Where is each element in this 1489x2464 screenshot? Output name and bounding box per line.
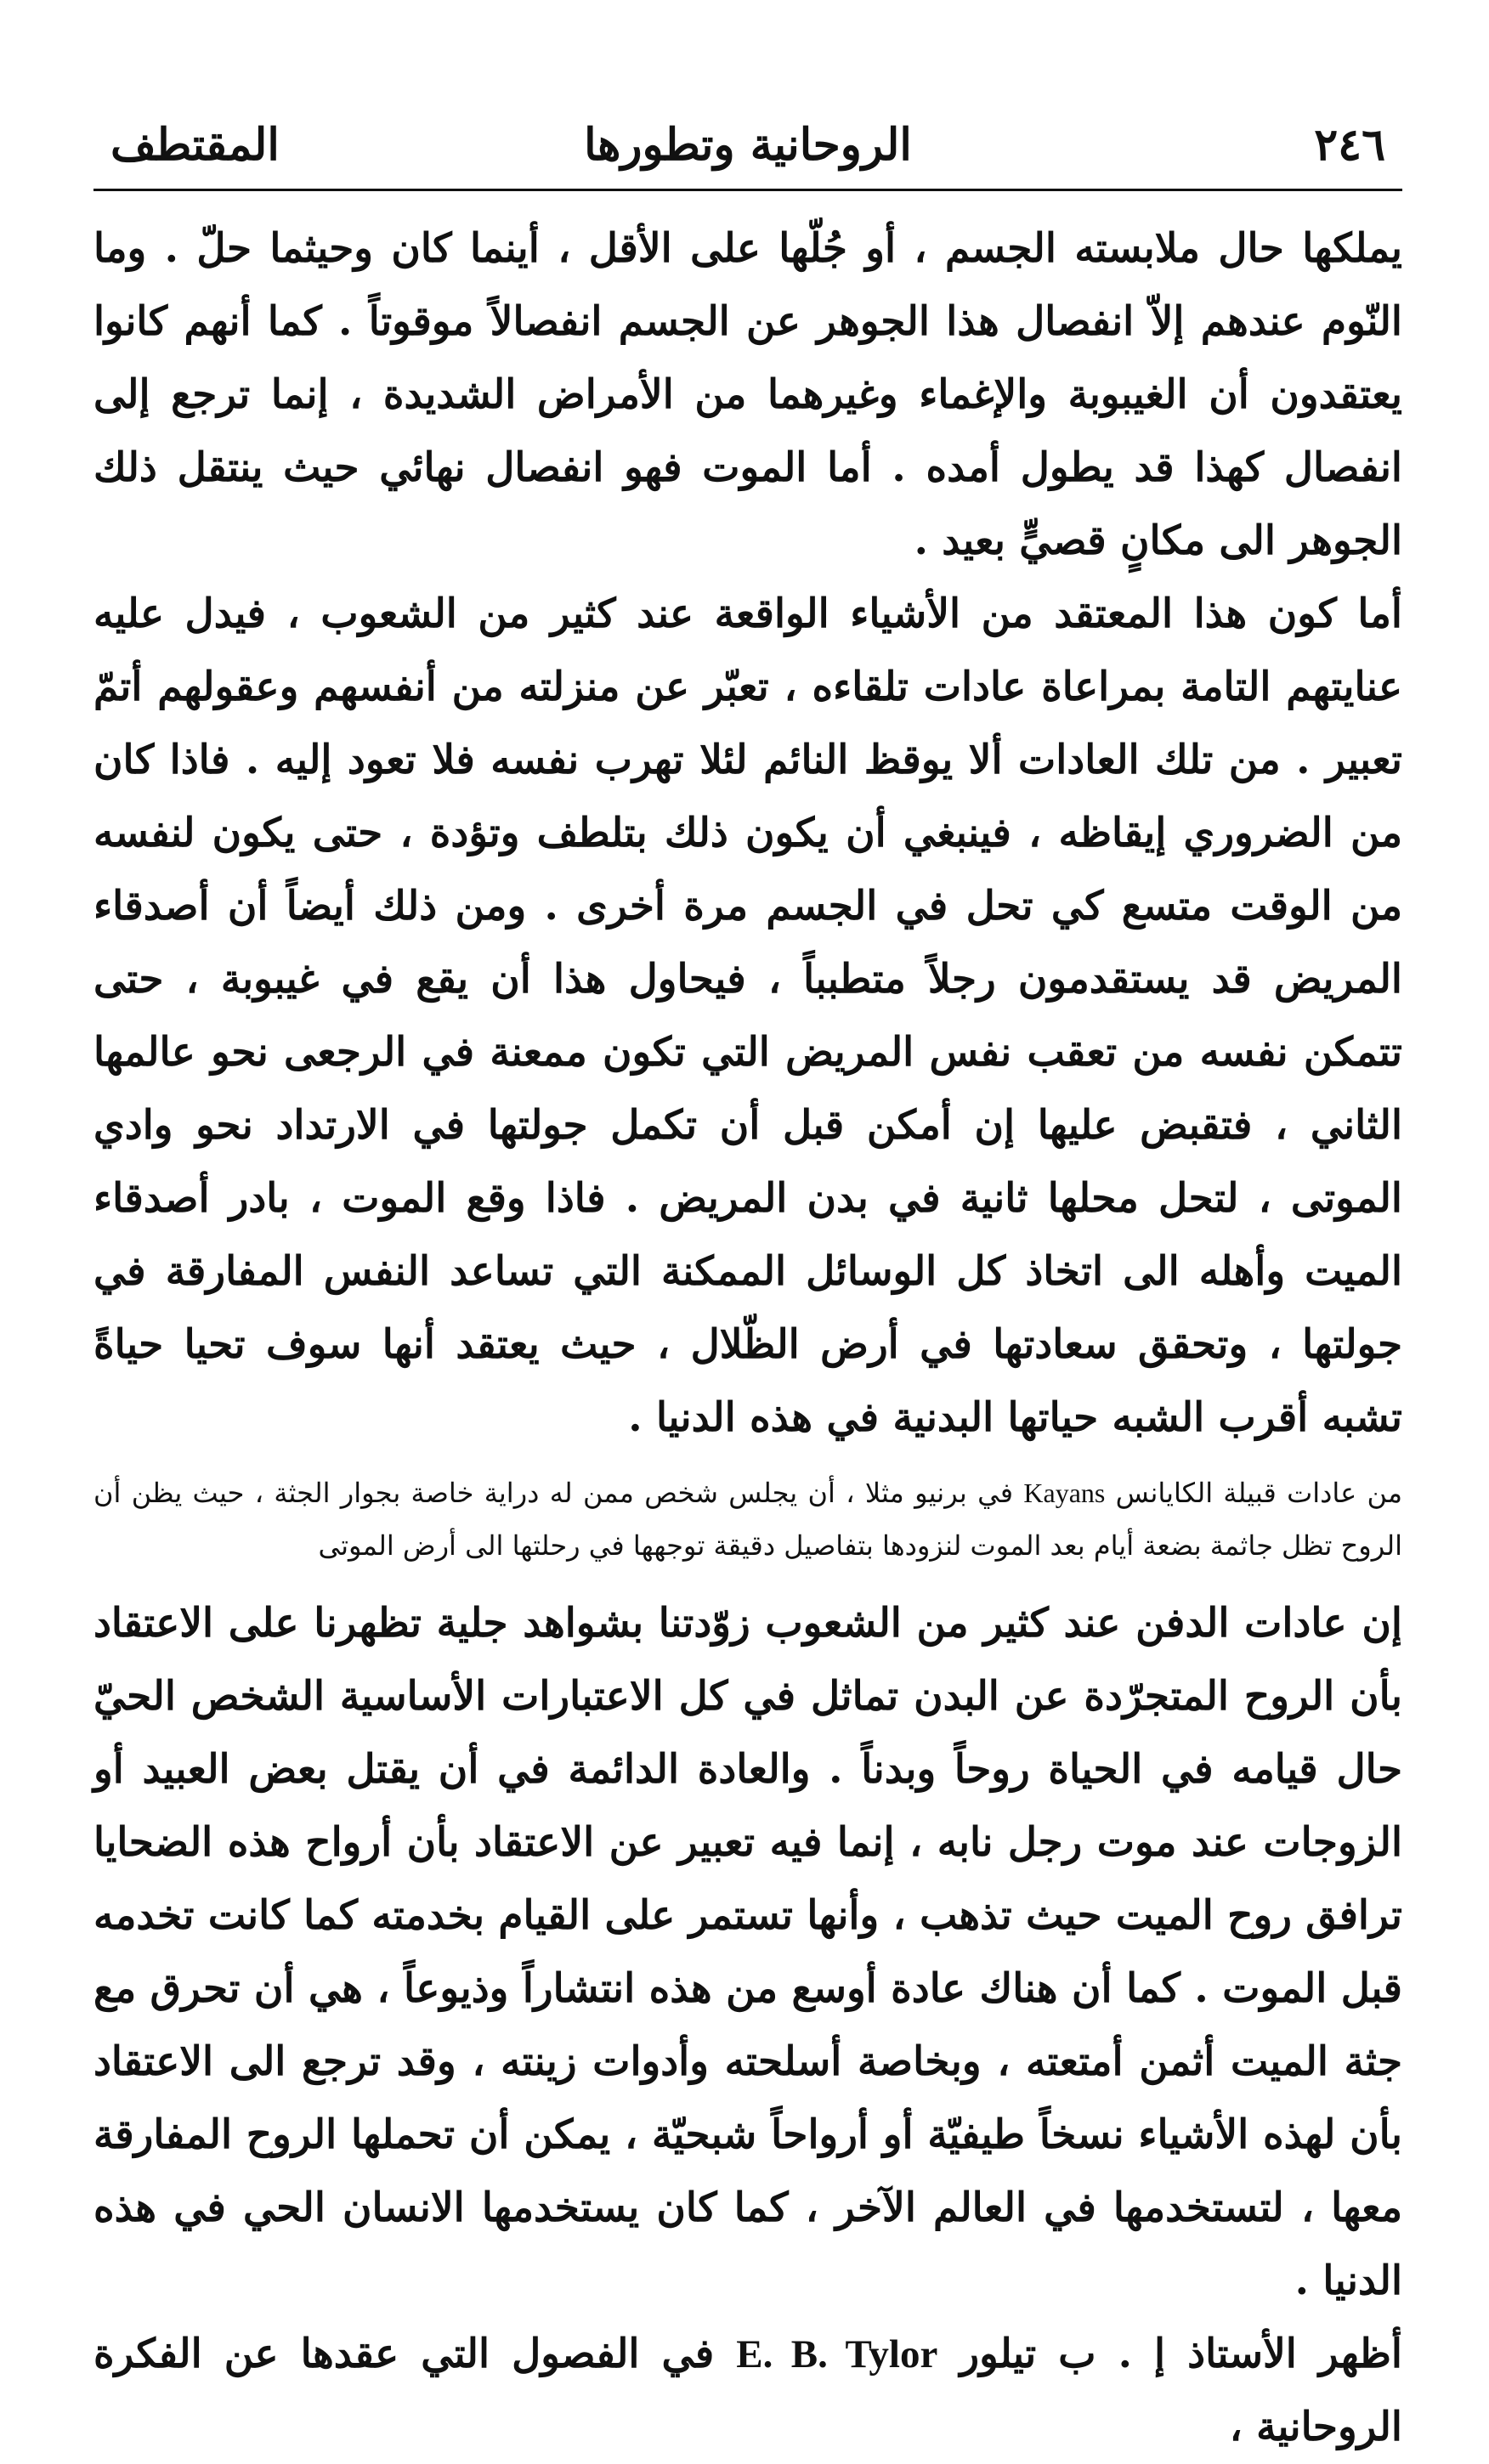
running-title: الروحانية وتطورها [584, 119, 912, 171]
header-rule [93, 189, 1402, 191]
last-line-text-end: في الفصول التي عقدها عن الفكرة الروحانية ، [93, 2331, 1402, 2450]
footnote-latin-term: Kayans [1023, 1478, 1106, 1508]
page-number: ٢٤٦ [1314, 119, 1385, 171]
footnote-text-end: في برنيو مثلا ، أن يجلس شخص ممن له دراية خاصة بجوار الجثة ، حيث يظن أن الروح تظل جاثمة بضعة أيام بعد الموت لنزودها بتفاصيل دقيقة توجهها في رحلتها الى أرض الموتى [93, 1477, 1402, 1562]
last-line-latin-name: E. B. Tylor [736, 2332, 938, 2376]
document-page [93, 93, 1403, 2450]
page-header [93, 110, 1402, 187]
last-line-text-start: أظهر الأستاذ إ . ب تيلور [960, 2331, 1402, 2377]
journal-name: المقتطف [110, 119, 280, 171]
body-text [93, 212, 1402, 2464]
paragraph-2: أما كون هذا المعتقد من الأشياء الواقعة عند كثير من الشعوب ، فيدل عليه عنايتهم التامة بمراعاة عادات تلقاءه ، تعبّر عن منزلته من أنفسهم وعقولهم أتمّ تعبير . من تلك العادات ألا يوقظ النائم لئلا تهرب نفسه فلا تعود إليه . فاذا كان من الضروري إيقاظه ، فينبغي أن يكون ذلك بتلطف وتؤدة ، حتى يكون لنفسه من الوقت متسع كي تحل في الجسم مرة أخرى . ومن ذلك أيضاً أن أصدقاء المريض قد يستقدمون رجلاً متطبباً ، فيحاول هذا أن يقع في غيبوبة ، حتى تتمكن نفسه من تعقب نفس المريض التي تكون ممعنة في الرجعى نحو عالمها الثاني ، فتقبض عليها إن أمكن قبل أن تكمل جولتها في الارتداد نحو وادي الموتى ، لتحل محلها ثانية في بدن المريض . فاذا وقع الموت ، بادر أصدقاء الميت وأهله الى اتخاذ كل الوسائل الممكنة التي تساعد النفس المفارقة في جولتها ، وتحقق سعادتها في أرض الظّلال ، حيث يعتقد أنها سوف تحيا حياةً تشبه أقرب الشبه حياتها البدنية في هذه الدنيا . [93, 591, 1402, 1441]
footnote-text-start: من عادات قبيلة الكايانس [1115, 1477, 1403, 1509]
paragraph-4 [93, 2318, 1402, 2464]
paragraph-1: يملكها حال ملابسته الجسم ، أو جُلّها على الأقل ، أينما كان وحيثما حلّ . وما النّوم عندهم إلاّ انفصال هذا الجوهر عن الجسم انفصالاً موقوتاً . كما أنهم كانوا يعتقدون أن الغيبوبة والإغماء وغيرهما من الأمراض الشديدة ، إنما ترجع إلى انفصال كهذا قد يطول أمده . أما الموت فهو انفصال نهائي حيث ينتقل ذلك الجوهر الى مكانٍ قصيٍّ بعيد . [93, 225, 1402, 564]
paragraph-3: إن عادات الدفن عند كثير من الشعوب زوّدتنا بشواهد جلية تظهرنا على الاعتقاد بأن الروح المتجرّدة عن البدن تماثل في كل الاعتبارات الأساسية الشخص الحيّ حال قيامه في الحياة روحاً وبدناً . والعادة الدائمة في أن يقتل بعض العبيد أو الزوجات عند موت رجل نابه ، إنما فيه تعبير عن الاعتقاد بأن أرواح هذه الضحايا ترافق روح الميت حيث تذهب ، وأنها تستمر على القيام بخدمته كما كانت تخدمه قبل الموت . كما أن هناك عادة أوسع من هذه انتشاراً وذيوعاً ، هي أن تحرق مع جثة الميت أثمن أمتعته ، وبخاصة أسلحته وأدوات زينته ، وقد ترجع الى الاعتقاد بأن لهذه الأشياء نسخاً طيفيّة أو أرواحاً شبحيّة ، يمكن أن تحملها الروح المفارقة معها ، لتستخدمها في العالم الآخر ، كما كان يستخدمها الانسان الحي في هذه الدنيا . [93, 1600, 1402, 2304]
footnote [93, 1467, 1402, 1572]
